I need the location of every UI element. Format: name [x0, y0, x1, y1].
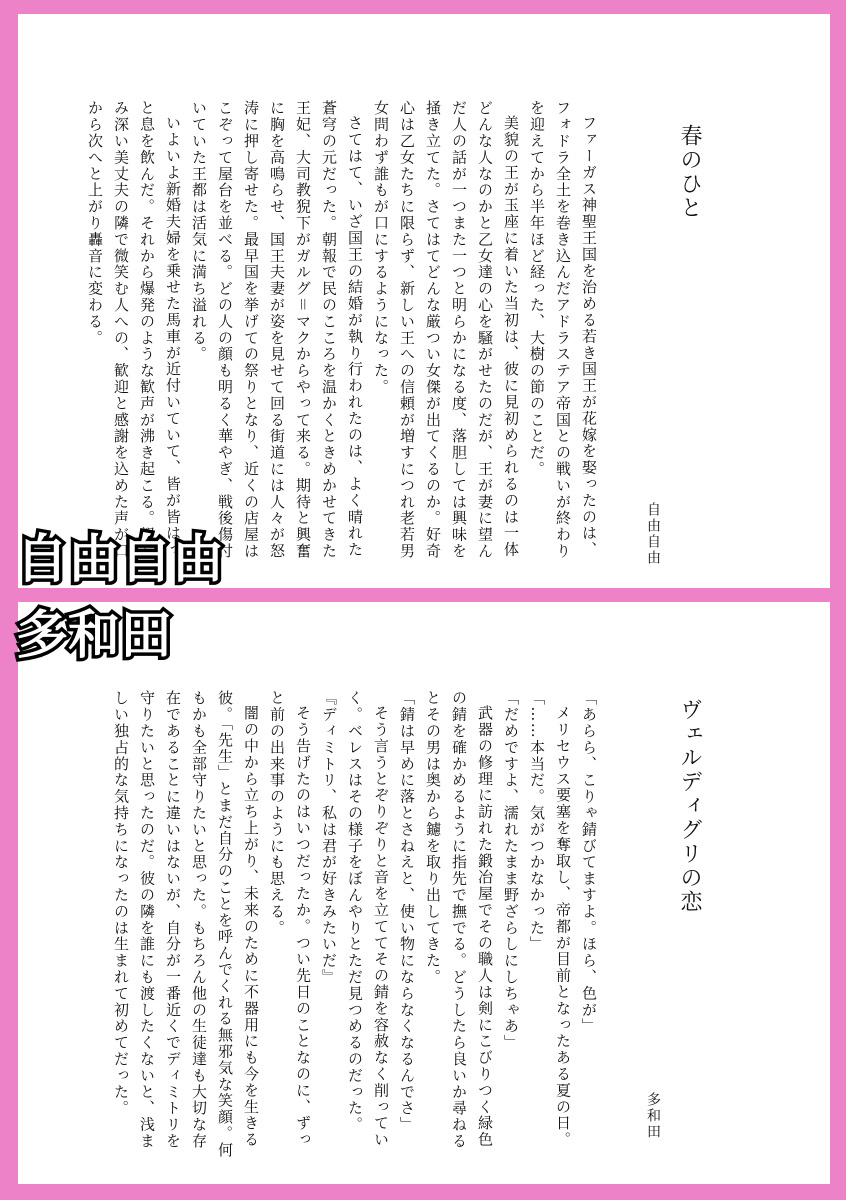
paragraph: ファーガス神聖王国を治める若き国王が花嫁を娶ったのは、フォドラ全土を巻き込んだアドラステア帝国との戦いが終わりを迎えてから半年ほど経った、大樹の節のことだ。 [528, 100, 598, 560]
dialogue-line: 「だめですよ、濡れたまま野ざらしにしちゃあ」 [502, 690, 520, 1051]
story-title: 春のひと [677, 124, 702, 220]
author-overlay-label: 自由自由 [16, 530, 225, 590]
paragraph: 武器の修理に訪れた鍛冶屋でその職人は剣にこびりつく緑色の錆を確かめるように指先で撫でる。どうしたら良いか尋ねるとその男は奥から鑢を取り出してきた。 [424, 690, 494, 1150]
story-author: 多和田 [645, 1092, 661, 1140]
author-overlay-label: 多和田 [16, 606, 173, 666]
dialogue-line: 「錆は早めに落とさねえと、使い物にならなくなるんでさ」 [398, 690, 416, 1133]
dialogue-line: 『ディミトリ、私は君が好きみたいだ』 [320, 690, 338, 986]
paragraph: 美貌の王が玉座に着いた当初は、彼に見初められるのは一体どんな人なのかと乙女達の心を騒がせたのだが、王が妻に望んだ人の話が一つまた一つと明らかになる度、落胆しては興味を掻き立てた。さてはてどんな厳つい女傑が出てくるのか。好奇心は乙女たちに限らず、新しい王への信頼が増すにつれ老若男女問わず誰もが口にするようになった。 [372, 100, 520, 560]
paragraph: 闇の中から立ち上がり、未来のために不器用にも今を生きる彼。「先生」とまだ自分のことを呼んでくれる無邪気な笑顔。何もかも全部守りたいと思った。もちろん他の生徒達も大切な存在であることに違いはないが、自分が一番近くでディミトリを守りたいと思ったのだ。彼の隣を誰にも渡したくないと、浅ましい独占的な気持ちになったのは生まれて初めてだった。 [112, 690, 260, 1159]
story-body [42, 690, 602, 1160]
paragraph: そう言うとぞりぞりと音を立ててその錆を容赦なく削っていく。ベレスはその様子をぼんやりとただ見つめるのだった。 [346, 690, 390, 1148]
story-author: 自由自由 [645, 502, 661, 566]
story-page-top [18, 14, 830, 588]
dialogue-line: 「あらら、こりゃ錆びてますよ。ほら、色が」 [580, 690, 598, 1035]
paragraph: そう告げたのはいつだったか。つい先日のことなのに、ずっと前の出来事のようにも思える。 [268, 690, 312, 1148]
paragraph: いよいよ新婚夫婦を乗せた馬車が近付いていて、皆が皆はっと息を飲んだ。それから爆発のような歓声が沸き起こる。親しみ深い美丈夫の隣で微笑む人への、歓迎と感謝を込めた声が口から次へと上がり轟音に変わる。 [86, 100, 182, 560]
paragraph: メリセウス要塞を奪取し、帝都が目前となったある夏の日。 [554, 705, 572, 1148]
paragraph: さてはて、いざ国王の結婚が執り行われたのは、よく晴れた蒼穹の元だった。朝報で民のこころを温かくときめかせてきた王妃、大司教猊下がガルグ＝マクからやって来る。期待と興奮に胸を高鳴らせ、国王夫妻が姿を見せて回る街道には人々が怒涛に押し寄せた。最早国を挙げての祭りとなり、近くの店屋はこぞって屋台を並べる。どの人の顔も明るく華やぎ、戦後傷付いていた王都は活気に満ち溢れる。 [190, 100, 364, 560]
story-title: ヴェルディグリの恋 [677, 698, 702, 914]
story-body [42, 100, 602, 570]
story-page-bottom [18, 602, 830, 1184]
dialogue-line: 「……本当だ。気がつかなかった」 [528, 690, 546, 953]
